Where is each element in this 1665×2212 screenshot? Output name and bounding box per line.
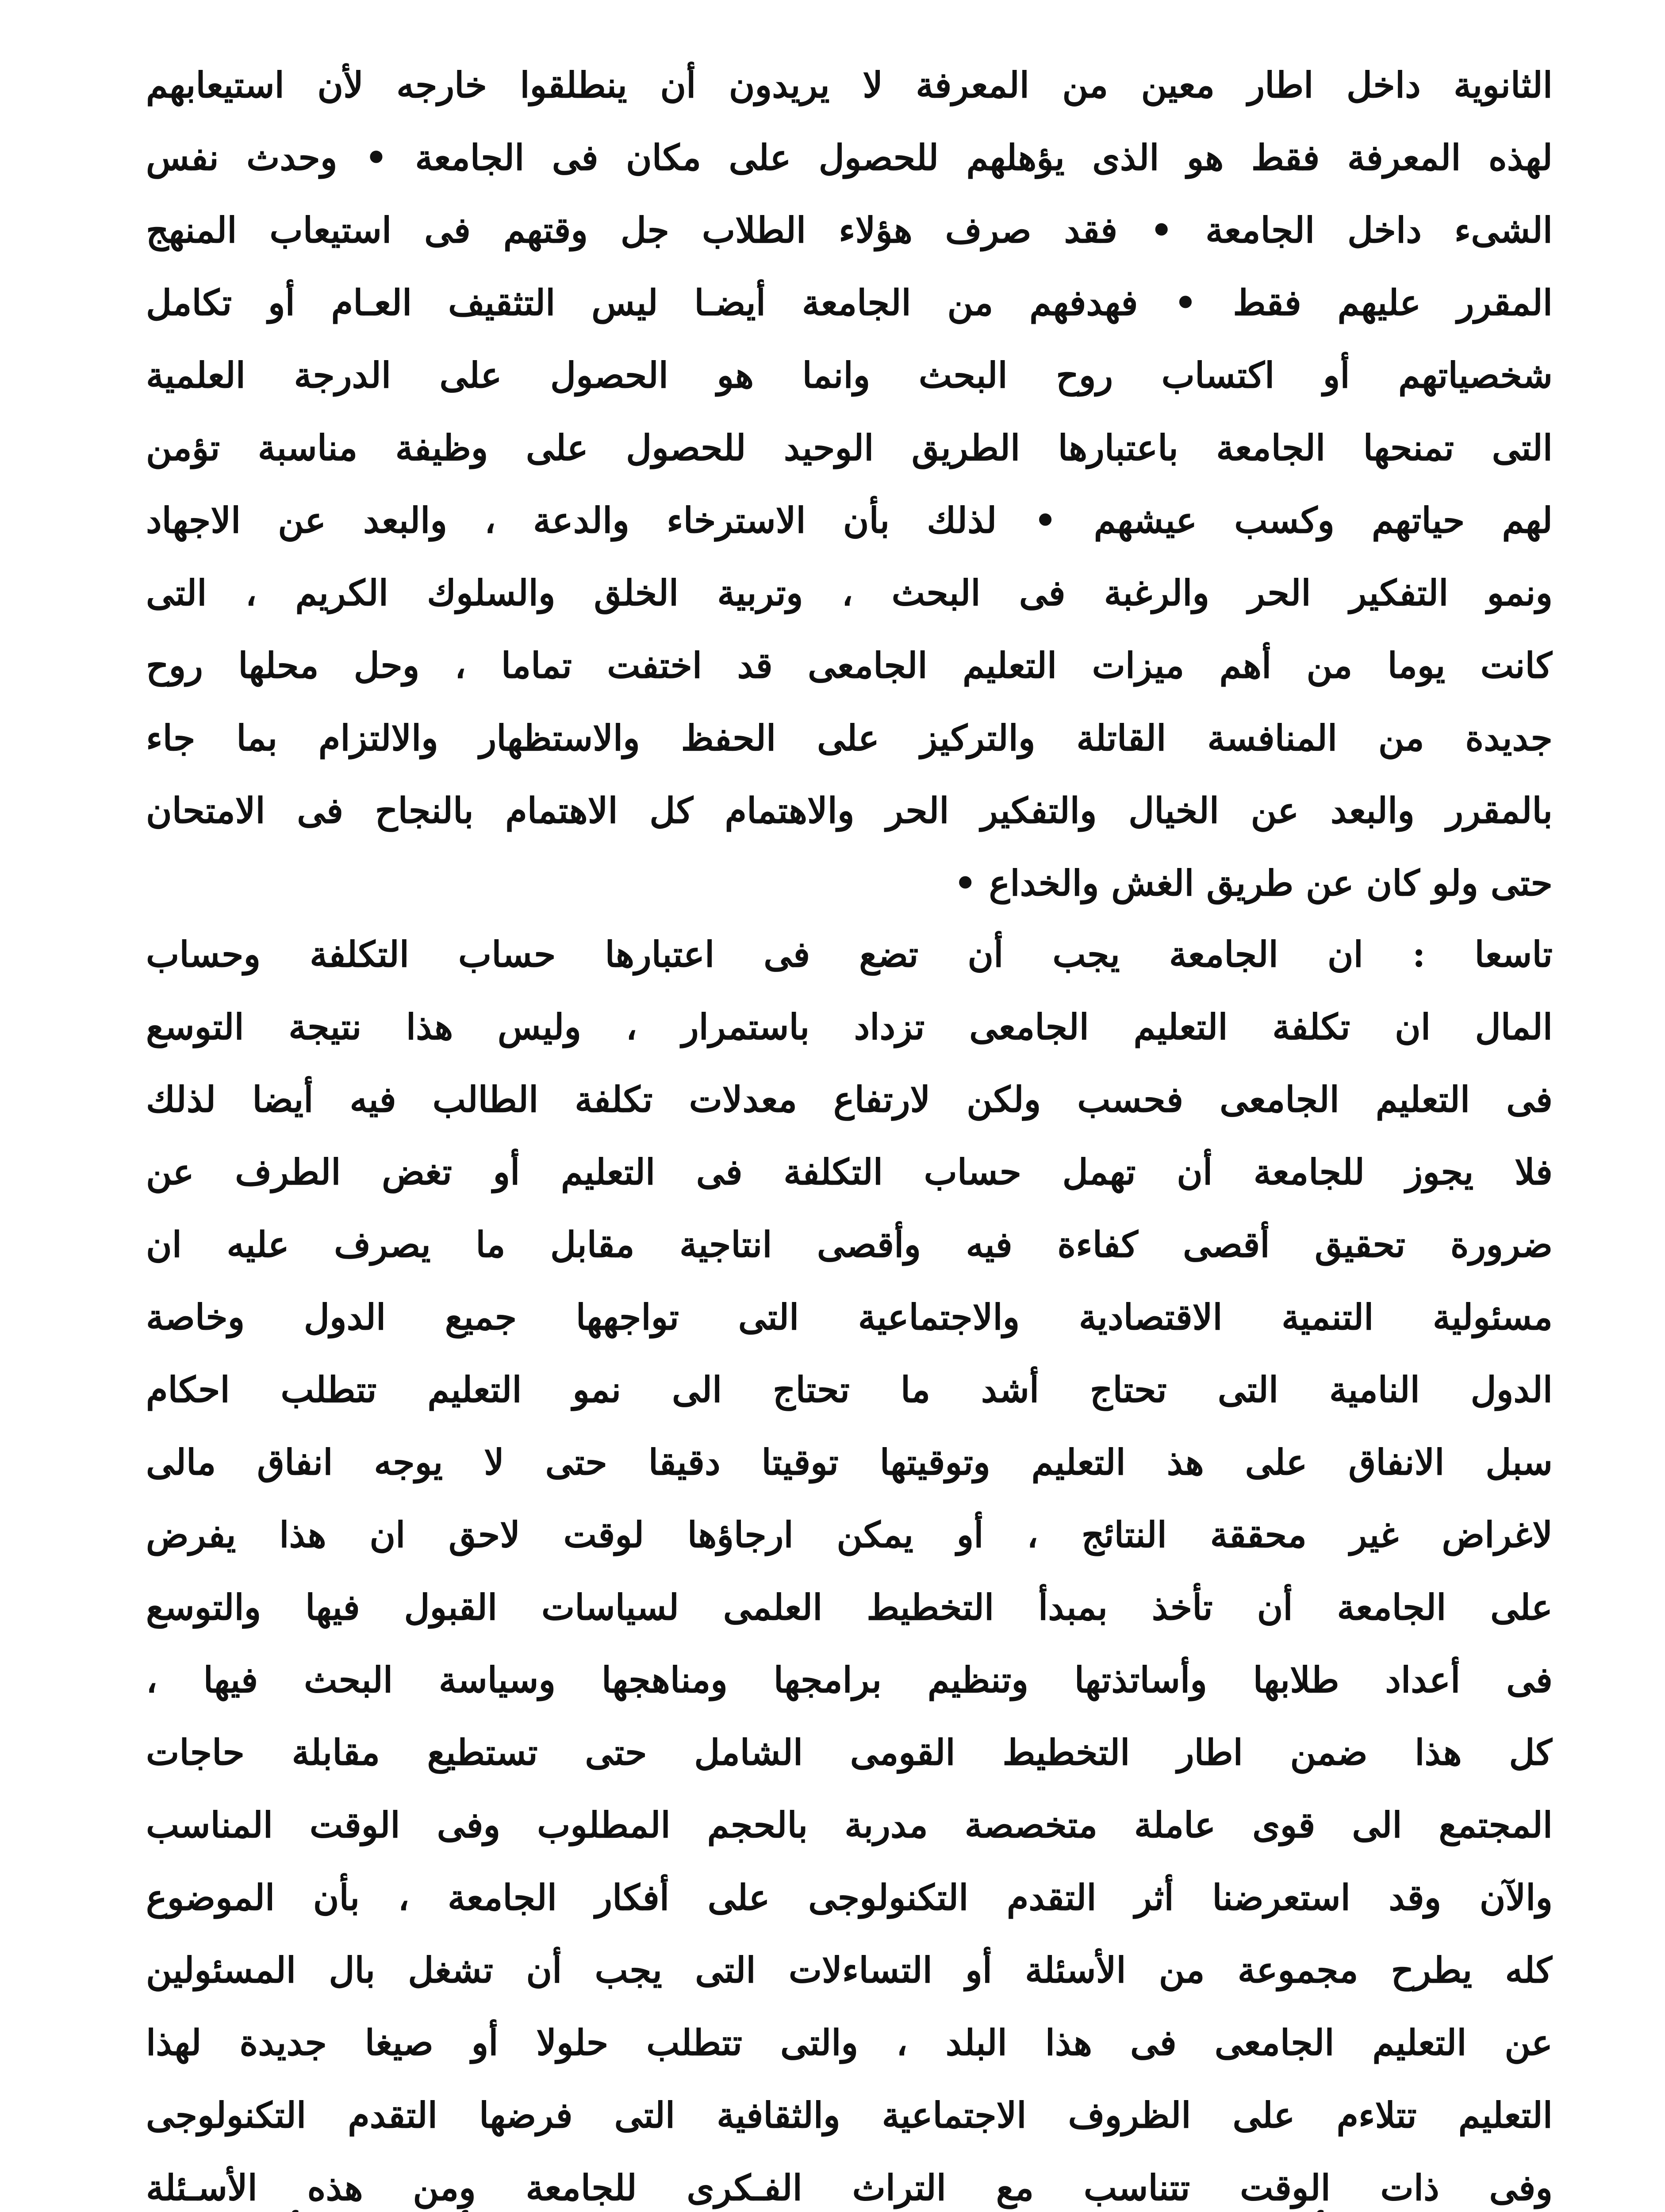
text-line: لهذه المعرفة فقط هو الذى يؤهلهم للحصول على مكان فى الجامعة • وحدث نفس [146,137,1553,178]
text-line: مسئولية التنمية الاقتصادية والاجتماعية التى تواجهها جميع الدول وخاصة [146,1296,1553,1338]
text-line: على الجامعة أن تأخذ بمبدأ التخطيط العلمى لسياسات القبول فيها والتوسع [146,1586,1553,1628]
text-line: والآن وقد استعرضنا أثر التقدم التكنولوجى على أفكار الجامعة ، بأن الموضوع [146,1877,1553,1918]
text-line: المجتمع الى قوى عاملة متخصصة مدربة بالحجم المطلوب وفى الوقت المناسب [146,1804,1553,1846]
text-line: فلا يجوز للجامعة أن تهمل حساب التكلفة فى التعليم أو تغض الطرف عن [146,1151,1553,1193]
text-line: الدول النامية التى تحتاج أشد ما تحتاج الى نمو التعليم تتطلب احكام [146,1369,1553,1410]
text-line: فى التعليم الجامعى فحسب ولكن لارتفاع معدلات تكلفة الطالب فيه أيضا لذلك [146,1079,1553,1120]
text-line: التى تمنحها الجامعة باعتبارها الطريق الوحيد للحصول على وظيفة مناسبة تؤمن [146,427,1553,469]
text-line: تاسعا : ان الجامعة يجب أن تضع فى اعتبارها حساب التكلفة وحساب [146,933,1553,975]
text-line: المقرر عليهم فقط • فهدفهم من الجامعة أيضـا ليس التثقيف العـام أو تكامل [146,282,1553,323]
text-line: كل هذا ضمن اطار التخطيط القومى الشامل حتى تستطيع مقابلة حاجات [146,1732,1553,1773]
paragraph-2 [146,918,1553,2212]
text-line: سبل الانفاق على هذ التعليم وتوقيتها توقيتا دقيقا حتى لا يوجه انفاق مالى [146,1441,1553,1483]
text-line: الثانوية داخل اطار معين من المعرفة لا يريدون أن ينطلقوا خارجه لأن استيعابهم [146,64,1553,106]
text-line: لهم حياتهم وكسب عيشهم • لذلك بأن الاسترخاء والدعة ، والبعد عن الاجهاد [146,499,1553,541]
text-line: فى أعداد طلابها وأساتذتها وتنظيم برامجها ومناهجها وسياسة البحث فيها ، [146,1659,1553,1701]
text-line: المال ان تكلفة التعليم الجامعى تزداد باستمرار ، وليس هذا نتيجة التوسع [146,1006,1553,1048]
text-line [146,2194,1553,2212]
text-line: شخصياتهم أو اكتساب روح البحث وانما هو الحصول على الدرجة العلمية [146,354,1553,396]
text-line: بالمقرر والبعد عن الخيال والتفكير الحر والاهتمام كل الاهتمام بالنجاح فى الامتحان [146,790,1553,831]
paragraph-3 [146,2194,1553,2212]
text-line: لاغراض غير محققة النتائج ، أو يمكن ارجاؤها لوقت لاحق ان هذا يفرض [146,1514,1553,1555]
paragraph-1 [146,49,1553,919]
text-line: عن التعليم الجامعى فى هذا البلد ، والتى تتطلب حلولا أو صيغا جديدة لهذا [146,2022,1553,2063]
text-line: الشىء داخل الجامعة • فقد صرف هؤلاء الطلاب جل وقتهم فى استيعاب المنهج [146,209,1553,251]
text-line: حتى ولو كان عن طريق الغش والخداع • [954,862,1553,904]
text-line: ونمو التفكير الحر والرغبة فى البحث ، وتربية الخلق والسلوك الكريم ، التى [146,572,1553,614]
text-line: التعليم تتلاءم على الظروف الاجتماعية والثقافية التى فرضها التقدم التكنولوجى [146,2094,1553,2136]
text-line: وفى ذات الوقت تتناسب مع التراث الفـكرى للجامعة ومن هذه الأسـئلة [146,2167,1553,2208]
text-line: ضرورة تحقيق أقصى كفاءة فيه وأقصى انتاجية مقابل ما يصرف عليه ان [146,1224,1553,1265]
text-line: كله يطرح مجموعة من الأسئلة أو التساءلات التى يجب أن تشغل بال المسئولين [146,1949,1553,1991]
text-line: جديدة من المنافسة القاتلة والتركيز على الحفظ والاستظهار والالتزام بما جاء [146,717,1553,759]
text-line: كانت يوما من أهم ميزات التعليم الجامعى قد اختفت تماما ، وحل محلها روح [146,645,1553,686]
